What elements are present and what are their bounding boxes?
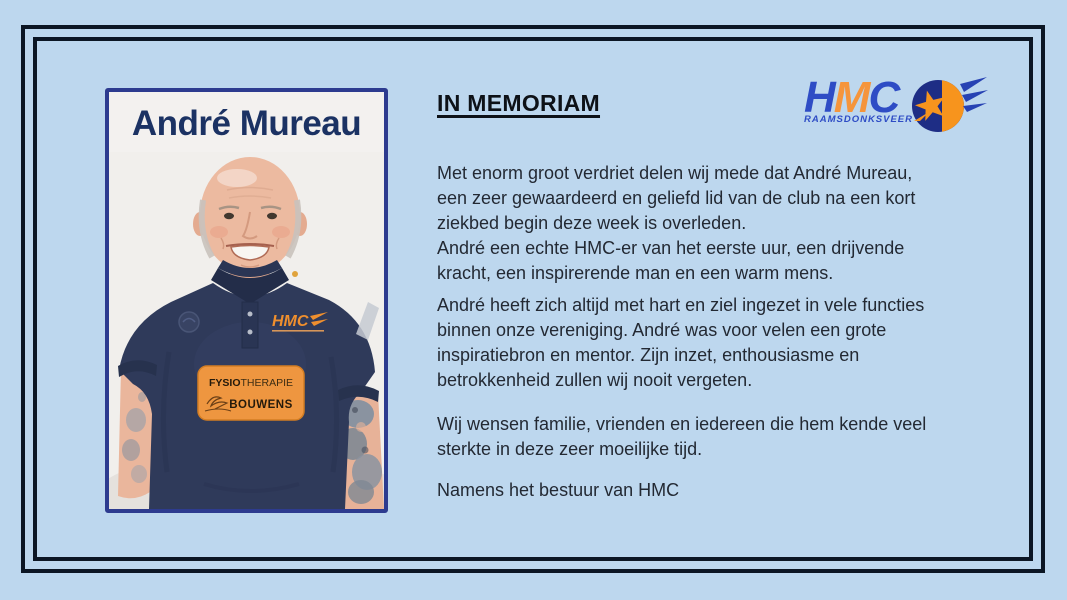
in-memoriam-heading: IN MEMORIAM [437, 90, 601, 116]
hmc-logo-word: HMC [804, 73, 899, 122]
hmc-logo-subtitle: RAAMSDONKSVEER [804, 114, 914, 125]
text-line: inspiratiebron en mentor. Zijn inzet, enthousiasme en [437, 345, 860, 365]
text-line: Met enorm groot verdriet delen wij mede dat André Mureau, [437, 163, 913, 183]
paragraph-signature [437, 478, 679, 503]
svg-text:FYSIOTHERAPIE [209, 377, 293, 389]
badge-fysio-text: FYSIO [208, 377, 241, 389]
text-line: André heeft zich altijd met hart en ziel ingezet in vele functies [437, 295, 925, 315]
paragraph-condolence [437, 412, 926, 462]
emblem-wings-icon [960, 77, 988, 112]
photo-card [105, 88, 388, 513]
text-line: Namens het bestuur van HMC [437, 480, 680, 500]
text-line: een zeer gewaardeerd en geliefd lid van de club na een kort [437, 188, 916, 208]
text-line: betrokkenheid zullen wij nooit vergeten. [437, 370, 753, 390]
text-line: binnen onze vereniging. André was voor velen een grote [437, 320, 887, 340]
fysiotherapie-badge [198, 366, 304, 420]
shirt-hmc-text: HMC [272, 313, 309, 330]
portrait-photo [109, 152, 384, 509]
hmc-logo-emblem [912, 77, 988, 132]
text-line: Wij wensen familie, vrienden en iedereen die hem kende veel [437, 414, 927, 434]
text-line: sterkte in deze zeer moeilijke tijd. [437, 439, 703, 459]
text-line: kracht, een inspirerende man en een warm mens. [437, 263, 834, 283]
collar-pin [292, 271, 298, 277]
paragraph-tribute [437, 293, 924, 393]
paragraph-announcement [437, 161, 915, 286]
person-name: André Mureau [131, 104, 362, 143]
hmc-logo [798, 70, 988, 132]
badge-bouwens-text: BOUWENS [229, 399, 293, 411]
text-line: ziekbed begin deze week is overleden. [437, 213, 747, 233]
text-line: André een echte HMC-er van het eerste uur, een drijvende [437, 238, 905, 258]
sleeve-crest [179, 312, 199, 332]
badge-therapie-text: THERAPIE [240, 377, 294, 389]
